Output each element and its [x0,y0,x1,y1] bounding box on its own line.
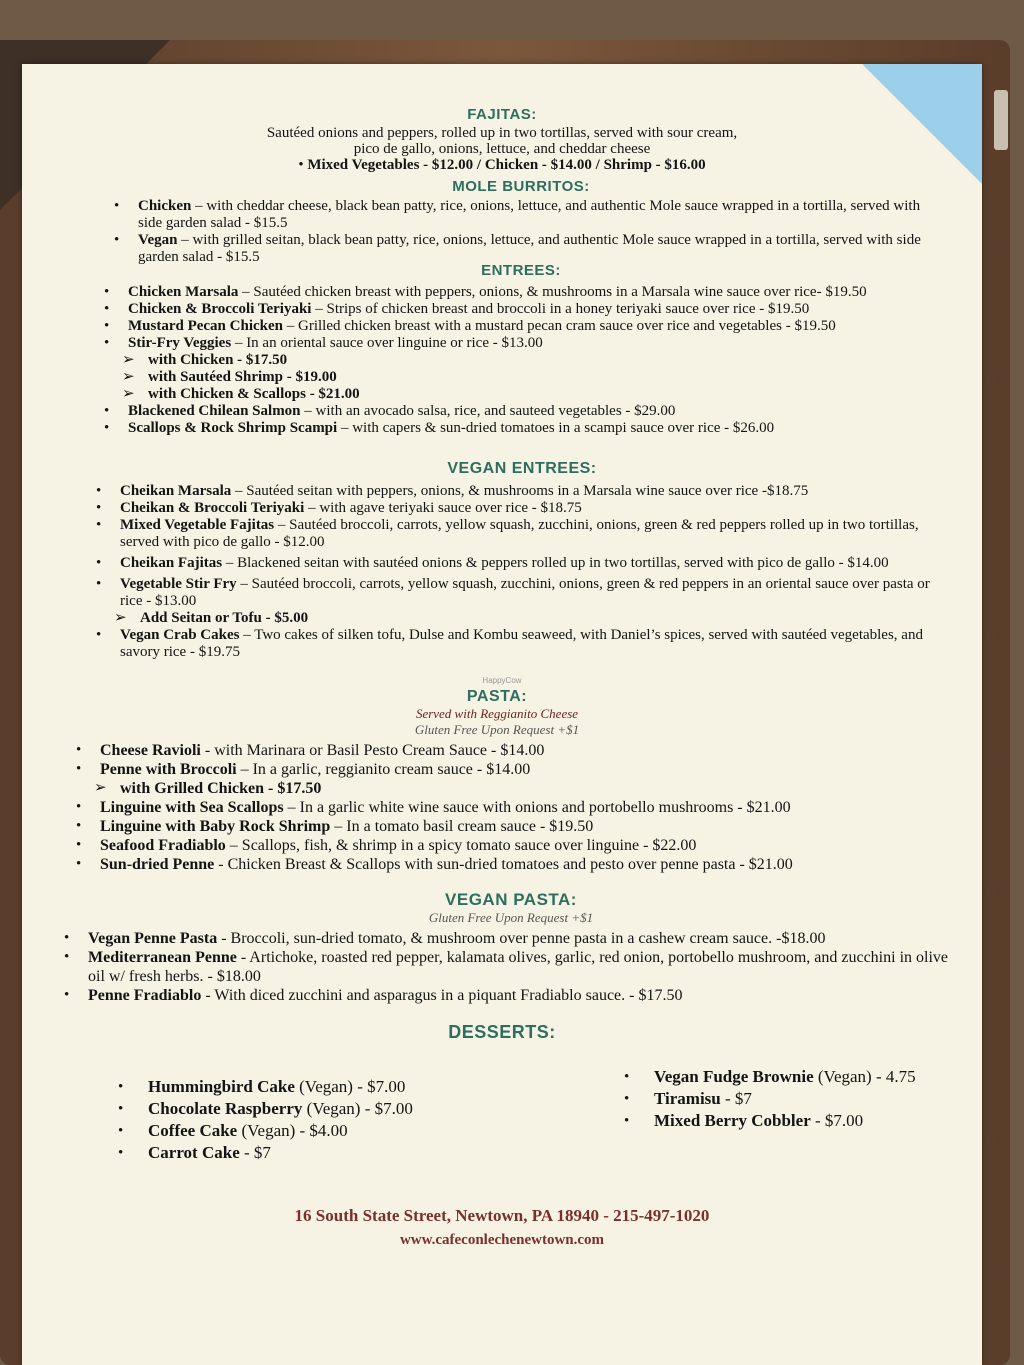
item-desc: - With diced zucchini and asparagus in a piquant Fradiablo sauce. - $17.50 [201,987,683,1004]
item-desc: - Artichoke, roasted red pepper, kalamata olives, garlic, red onion, portobello mushroom, and zucchini in olive oil w/ fresh herbs. - $18.00 [88,949,949,985]
item-name: Vegetable Stir Fry [120,576,237,592]
subitem-text: with Sautéed Shrimp - $19.00 [148,369,337,385]
list-item [620,1088,916,1110]
entrees-list [100,284,942,437]
item-desc: - Chicken Breast & Scallops with sun-dried tomatoes and pesto over penne pasta - $21.00 [214,856,793,873]
item-desc: - $7 [720,1089,752,1108]
entrees-title: ENTREES: [481,262,561,279]
pasta-note-gluten: Gluten Free Upon Request +$1 [414,722,580,737]
fajitas-section [22,106,982,173]
list-item [92,517,952,551]
fajitas-prices: Mixed Vegetables - $12.00 / Chicken - $14.00 / Shrimp - $16.00 [307,157,706,173]
item-desc: – Sautéed seitan with peppers, onions, & mushrooms in a Marsala wine sauce over rice -$18.75 [231,483,809,499]
list-item [60,948,962,986]
list-item [92,627,952,661]
fajitas-title: FAJITAS: [467,106,537,123]
happycow-watermark: HappyCow [482,676,522,685]
vegan-pasta-list [60,929,962,1005]
item-desc: – Two cakes of silken tofu, Dulse and Kombu seaweed, with Daniel’s spices, served with sautéed vegetables, and savory rice - $19.75 [120,627,923,660]
item-desc: – Sautéed broccoli, carrots, yellow squash, zucchini, onions, green & red peppers in an oriental sauce over pasta or rice - $13.00 [120,576,930,609]
list-item [72,798,922,817]
subitem-text: with Chicken & Scallops - $21.00 [148,386,360,402]
list-subitem [72,779,922,798]
item-desc: – with capers & sun-dried tomatoes in a scampi sauce over rice - $26.00 [337,420,775,436]
desserts-left-list [114,1076,413,1164]
list-item [92,500,952,517]
list-item [110,232,932,266]
list-item [72,836,922,855]
list-item [72,741,922,760]
item-desc: (Vegan) - $7.00 [294,1077,406,1096]
vegan-entrees-list [92,483,952,661]
list-item [114,1120,413,1142]
fajitas-description [22,125,982,173]
list-item [60,929,962,948]
list-item [60,986,962,1005]
footer-website[interactable]: www.cafeconlechenewtown.com [399,1232,605,1248]
item-name: Penne Fradiablo [88,987,202,1004]
item-desc: – In an oriental sauce over linguine or rice - $13.00 [231,335,543,351]
pasta-title: PASTA: [466,688,528,705]
list-item [620,1066,916,1088]
item-desc: – Scallops, fish, & shrimp in a spicy tomato sauce over linguine - $22.00 [225,837,697,854]
list-item [100,403,942,420]
fajitas-desc-line1: Sautéed onions and peppers, rolled up in two tortillas, served with sour cream, [266,125,738,141]
item-desc: – Blackened seitan with sautéed onions & peppers rolled up in two tortillas, served with pico de gallo - $14.00 [222,555,889,571]
list-item [110,198,932,232]
item-name: Cheikan Fajitas [120,555,223,571]
item-desc: – with an avocado salsa, rice, and sauteed vegetables - $29.00 [300,403,676,419]
list-item [114,1142,413,1164]
item-name: Cheese Ravioli [100,742,201,759]
item-name: Blackened Chilean Salmon [128,403,301,419]
item-desc: – In a garlic white wine sauce with onions and portobello mushrooms - $21.00 [283,799,791,816]
item-name: Cheikan Marsala [120,483,232,499]
list-item [72,855,922,874]
item-name: Mixed Berry Cobbler [654,1111,811,1130]
item-name: Chicken & Broccoli Teriyaki [128,301,312,317]
holder-clip [994,90,1008,150]
subitem-text: Add Seitan or Tofu - $5.00 [140,610,309,626]
item-name: Chicken [138,198,192,214]
mole-title: MOLE BURRITOS: [452,178,590,195]
item-desc: – with agave teriyaki sauce over rice - $18.75 [304,500,582,516]
item-name: Seafood Fradiablo [100,837,226,854]
item-name: Hummingbird Cake [148,1077,295,1096]
item-desc: – Strips of chicken breast and broccoli in a honey teriyaki sauce over rice - $19.50 [311,301,810,317]
vegan-entrees-section [22,460,982,661]
subitem-text: with Chicken - $17.50 [148,352,288,368]
item-name: Cheikan & Broccoli Teriyaki [120,500,305,516]
list-subitem [100,352,942,369]
item-name: Sun-dried Penne [100,856,215,873]
item-name: Chicken Marsala [128,284,239,300]
item-name: Linguine with Baby Rock Shrimp [100,818,331,835]
desserts-title: DESSERTS: [448,1022,556,1042]
item-name: Linguine with Sea Scallops [100,799,284,816]
entrees-section [22,262,982,437]
item-name: Chocolate Raspberry [148,1099,303,1118]
list-subitem [100,369,942,386]
item-desc: - $7 [239,1143,271,1162]
list-subitem [100,386,942,403]
pasta-note-cheese: Served with Reggianito Cheese [415,706,579,721]
item-name: Vegan Fudge Brownie [654,1067,814,1086]
item-name: Stir-Fry Veggies [128,335,232,351]
list-item [100,420,942,437]
item-desc: - with Marinara or Basil Pesto Cream Sauce - $14.00 [200,742,545,759]
list-item [92,555,952,572]
footer-address: 16 South State Street, Newtown, PA 18940 - 215-497-1020 [294,1206,710,1225]
list-item [92,483,952,500]
pasta-section [22,688,982,874]
item-name: Mediterranean Penne [88,949,237,966]
fajitas-desc-line2: pico de gallo, onions, lettuce, and cheddar cheese [353,141,651,157]
list-item [114,1098,413,1120]
item-desc: – In a garlic, reggianito cream sauce - $14.00 [236,761,531,778]
item-name: Vegan Penne Pasta [88,930,218,947]
vegan-pasta-section [22,890,982,1005]
item-name: Tiramisu [654,1089,721,1108]
item-name: Penne with Broccoli [100,761,237,778]
list-item [620,1110,916,1132]
item-name: Vegan Crab Cakes [120,627,240,643]
list-item [72,760,922,779]
pasta-list [72,741,922,874]
item-desc: – Sautéed broccoli, carrots, yellow squash, zucchini, onions, green & red peppers rolled up in two tortillas, served with pico de gallo - $12.00 [120,517,919,550]
vegan-pasta-title: VEGAN PASTA: [445,890,577,909]
item-name: Mustard Pecan Chicken [128,318,283,334]
item-desc: (Vegan) - $4.00 [237,1121,348,1140]
item-desc: – Sautéed chicken breast with peppers, onions, & mushrooms in a Marsala wine sauce over rice- $19.50 [238,284,867,300]
list-item [100,301,942,318]
item-desc: – Grilled chicken breast with a mustard pecan cram sauce over rice and vegetables - $19.50 [283,318,836,334]
mole-list [110,198,932,266]
item-name: Scallops & Rock Shrimp Scampi [128,420,338,436]
item-desc: (Vegan) - 4.75 [813,1067,916,1086]
item-name: Coffee Cake [148,1121,238,1140]
item-desc: (Vegan) - $7.00 [302,1099,413,1118]
item-desc: - $7.00 [810,1111,864,1130]
item-desc: – with cheddar cheese, black bean patty, rice, onions, lettuce, and authentic Mole sauce wrapped in a tortilla, served with side garden salad - $15.5 [138,198,921,231]
item-desc: – In a tomato basil cream sauce - $19.50 [330,818,594,835]
menu-page [22,64,982,1365]
list-item [92,576,952,610]
list-subitem [92,610,952,627]
list-item [114,1076,413,1098]
item-name: Carrot Cake [148,1143,240,1162]
item-desc: – with grilled seitan, black bean patty, rice, onions, lettuce, and authentic Mole sauce wrapped in a tortilla, served with side garden salad - $15.5 [138,232,921,265]
item-desc: - Broccoli, sun-dried tomato, & mushroom over penne pasta in a cashew cream sauce. -$18.00 [217,930,826,947]
list-item [100,318,942,335]
list-item [72,817,922,836]
fajitas-prices-row: • Mixed Vegetables - $12.00 / Chicken - $14.00 / Shrimp - $16.00 [298,157,706,173]
vegan-entrees-title: VEGAN ENTREES: [447,460,597,477]
item-name: Mixed Vegetable Fajitas [120,517,275,533]
desserts-right-list [620,1066,916,1132]
item-name: Vegan [138,232,178,248]
vegan-pasta-note: Gluten Free Upon Request +$1 [428,910,594,925]
subitem-text: with Grilled Chicken - $17.50 [120,780,322,797]
list-item [100,284,942,301]
desserts-section [22,1022,982,1043]
mole-section [22,178,982,266]
list-item [100,335,942,352]
